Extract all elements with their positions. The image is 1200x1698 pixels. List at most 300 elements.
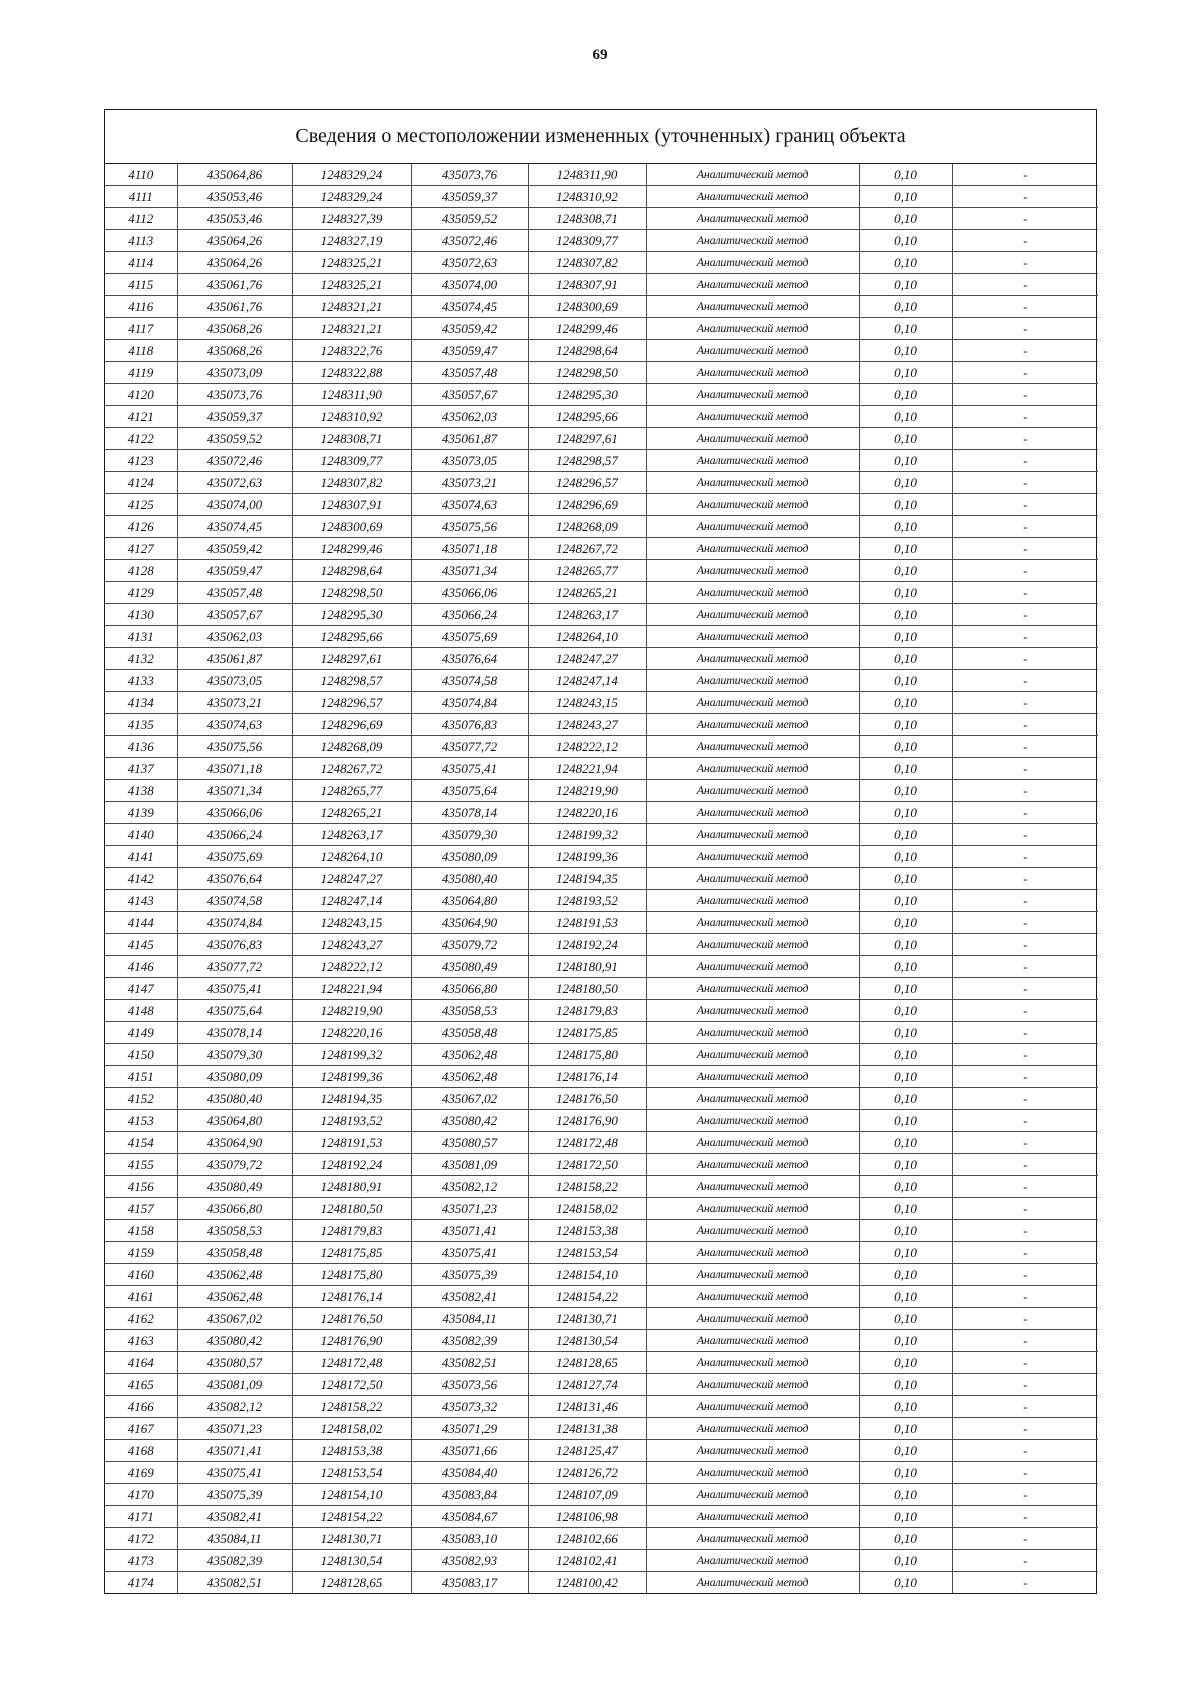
- x-old-cell: 435078,14: [177, 1022, 292, 1044]
- x-old-cell: 435066,06: [177, 802, 292, 824]
- y-new-cell: 1248191,53: [528, 912, 646, 934]
- table-row: [105, 340, 1098, 362]
- method-cell: Аналитический метод: [646, 1308, 859, 1330]
- y-old-cell: 1248243,15: [292, 912, 411, 934]
- y-new-cell: 1248131,38: [528, 1418, 646, 1440]
- x-old-cell: 435059,42: [177, 538, 292, 560]
- x-old-cell: 435081,09: [177, 1374, 292, 1396]
- note-cell: -: [952, 1550, 1098, 1572]
- x-old-cell: 435064,80: [177, 1110, 292, 1132]
- x-old-cell: 435080,49: [177, 1176, 292, 1198]
- point-number-cell: 4132: [105, 648, 177, 670]
- y-new-cell: 1248267,72: [528, 538, 646, 560]
- table-row: [105, 296, 1098, 318]
- point-number-cell: 4165: [105, 1374, 177, 1396]
- boundary-table: [104, 109, 1097, 1594]
- note-cell: -: [952, 1396, 1098, 1418]
- point-number-cell: 4139: [105, 802, 177, 824]
- accuracy-cell: 0,10: [859, 890, 952, 912]
- method-cell: Аналитический метод: [646, 208, 859, 230]
- x-old-cell: 435061,76: [177, 296, 292, 318]
- note-cell: -: [952, 934, 1098, 956]
- note-cell: -: [952, 1308, 1098, 1330]
- y-new-cell: 1248265,21: [528, 582, 646, 604]
- method-cell: Аналитический метод: [646, 1264, 859, 1286]
- x-new-cell: 435082,93: [411, 1550, 528, 1572]
- x-new-cell: 435083,84: [411, 1484, 528, 1506]
- table-row: [105, 604, 1098, 626]
- x-new-cell: 435059,37: [411, 186, 528, 208]
- accuracy-cell: 0,10: [859, 1462, 952, 1484]
- method-cell: Аналитический метод: [646, 428, 859, 450]
- method-cell: Аналитический метод: [646, 1000, 859, 1022]
- table-body: [105, 164, 1098, 1593]
- table-row: [105, 1462, 1098, 1484]
- x-new-cell: 435080,09: [411, 846, 528, 868]
- accuracy-cell: 0,10: [859, 1000, 952, 1022]
- point-number-cell: 4142: [105, 868, 177, 890]
- note-cell: -: [952, 780, 1098, 802]
- note-cell: -: [952, 1506, 1098, 1528]
- note-cell: -: [952, 1528, 1098, 1550]
- note-cell: -: [952, 890, 1098, 912]
- y-old-cell: 1248325,21: [292, 252, 411, 274]
- point-number-cell: 4168: [105, 1440, 177, 1462]
- method-cell: Аналитический метод: [646, 1506, 859, 1528]
- method-cell: Аналитический метод: [646, 1044, 859, 1066]
- y-old-cell: 1248267,72: [292, 758, 411, 780]
- x-new-cell: 435061,87: [411, 428, 528, 450]
- note-cell: -: [952, 736, 1098, 758]
- accuracy-cell: 0,10: [859, 1154, 952, 1176]
- y-old-cell: 1248191,53: [292, 1132, 411, 1154]
- table-row: [105, 978, 1098, 1000]
- method-cell: Аналитический метод: [646, 1176, 859, 1198]
- x-old-cell: 435075,41: [177, 1462, 292, 1484]
- point-number-cell: 4113: [105, 230, 177, 252]
- method-cell: Аналитический метод: [646, 934, 859, 956]
- accuracy-cell: 0,10: [859, 692, 952, 714]
- x-new-cell: 435082,39: [411, 1330, 528, 1352]
- note-cell: -: [952, 208, 1098, 230]
- accuracy-cell: 0,10: [859, 560, 952, 582]
- accuracy-cell: 0,10: [859, 1484, 952, 1506]
- method-cell: Аналитический метод: [646, 1396, 859, 1418]
- y-old-cell: 1248180,91: [292, 1176, 411, 1198]
- point-number-cell: 4167: [105, 1418, 177, 1440]
- accuracy-cell: 0,10: [859, 516, 952, 538]
- method-cell: Аналитический метод: [646, 692, 859, 714]
- x-old-cell: 435062,03: [177, 626, 292, 648]
- accuracy-cell: 0,10: [859, 362, 952, 384]
- y-old-cell: 1248311,90: [292, 384, 411, 406]
- accuracy-cell: 0,10: [859, 1550, 952, 1572]
- y-old-cell: 1248322,88: [292, 362, 411, 384]
- method-cell: Аналитический метод: [646, 1572, 859, 1594]
- y-old-cell: 1248175,85: [292, 1242, 411, 1264]
- y-new-cell: 1248175,85: [528, 1022, 646, 1044]
- method-cell: Аналитический метод: [646, 714, 859, 736]
- y-old-cell: 1248199,32: [292, 1044, 411, 1066]
- x-old-cell: 435082,12: [177, 1396, 292, 1418]
- table-row: [105, 472, 1098, 494]
- method-cell: Аналитический метод: [646, 1550, 859, 1572]
- table-row: [105, 1572, 1098, 1594]
- method-cell: Аналитический метод: [646, 626, 859, 648]
- note-cell: -: [952, 164, 1098, 186]
- accuracy-cell: 0,10: [859, 1330, 952, 1352]
- table-row: [105, 1308, 1098, 1330]
- x-new-cell: 435075,56: [411, 516, 528, 538]
- note-cell: -: [952, 1154, 1098, 1176]
- y-old-cell: 1248247,27: [292, 868, 411, 890]
- accuracy-cell: 0,10: [859, 1044, 952, 1066]
- x-old-cell: 435084,11: [177, 1528, 292, 1550]
- x-old-cell: 435074,58: [177, 890, 292, 912]
- y-new-cell: 1248222,12: [528, 736, 646, 758]
- x-old-cell: 435057,48: [177, 582, 292, 604]
- y-old-cell: 1248295,30: [292, 604, 411, 626]
- point-number-cell: 4166: [105, 1396, 177, 1418]
- note-cell: -: [952, 1374, 1098, 1396]
- y-new-cell: 1248176,14: [528, 1066, 646, 1088]
- x-old-cell: 435080,42: [177, 1330, 292, 1352]
- method-cell: Аналитический метод: [646, 1484, 859, 1506]
- note-cell: -: [952, 626, 1098, 648]
- point-number-cell: 4157: [105, 1198, 177, 1220]
- method-cell: Аналитический метод: [646, 648, 859, 670]
- x-old-cell: 435072,63: [177, 472, 292, 494]
- accuracy-cell: 0,10: [859, 340, 952, 362]
- accuracy-cell: 0,10: [859, 1572, 952, 1594]
- y-old-cell: 1248325,21: [292, 274, 411, 296]
- x-old-cell: 435062,48: [177, 1286, 292, 1308]
- point-number-cell: 4110: [105, 164, 177, 186]
- accuracy-cell: 0,10: [859, 846, 952, 868]
- y-new-cell: 1248221,94: [528, 758, 646, 780]
- y-new-cell: 1248199,32: [528, 824, 646, 846]
- x-old-cell: 435074,84: [177, 912, 292, 934]
- method-cell: Аналитический метод: [646, 1418, 859, 1440]
- table-row: [105, 186, 1098, 208]
- x-old-cell: 435074,00: [177, 494, 292, 516]
- y-new-cell: 1248192,24: [528, 934, 646, 956]
- y-new-cell: 1248309,77: [528, 230, 646, 252]
- accuracy-cell: 0,10: [859, 296, 952, 318]
- note-cell: -: [952, 560, 1098, 582]
- method-cell: Аналитический метод: [646, 186, 859, 208]
- point-number-cell: 4122: [105, 428, 177, 450]
- x-new-cell: 435083,17: [411, 1572, 528, 1594]
- method-cell: Аналитический метод: [646, 318, 859, 340]
- point-number-cell: 4118: [105, 340, 177, 362]
- y-new-cell: 1248298,57: [528, 450, 646, 472]
- table-row: [105, 208, 1098, 230]
- y-new-cell: 1248126,72: [528, 1462, 646, 1484]
- table-row: [105, 1044, 1098, 1066]
- x-new-cell: 435075,69: [411, 626, 528, 648]
- y-old-cell: 1248327,19: [292, 230, 411, 252]
- y-old-cell: 1248221,94: [292, 978, 411, 1000]
- y-new-cell: 1248131,46: [528, 1396, 646, 1418]
- y-new-cell: 1248107,09: [528, 1484, 646, 1506]
- accuracy-cell: 0,10: [859, 472, 952, 494]
- y-new-cell: 1248297,61: [528, 428, 646, 450]
- y-old-cell: 1248329,24: [292, 186, 411, 208]
- x-old-cell: 435059,52: [177, 428, 292, 450]
- note-cell: -: [1023, 1574, 1028, 1590]
- note-cell: -: [952, 1330, 1098, 1352]
- y-new-cell: 1248295,30: [528, 384, 646, 406]
- point-number-cell: 4117: [105, 318, 177, 340]
- method-cell: Аналитический метод: [646, 1066, 859, 1088]
- accuracy-cell: 0,10: [859, 670, 952, 692]
- y-new-cell: 1248296,57: [528, 472, 646, 494]
- x-new-cell: 435067,02: [411, 1088, 528, 1110]
- y-new-cell: 1248295,66: [528, 406, 646, 428]
- accuracy-cell: 0,10: [859, 1022, 952, 1044]
- point-number-cell: 4120: [105, 384, 177, 406]
- method-cell: Аналитический метод: [646, 516, 859, 538]
- point-number-cell: 4143: [105, 890, 177, 912]
- y-old-cell: 1248153,54: [292, 1462, 411, 1484]
- table-row: [105, 1066, 1098, 1088]
- point-number-cell: 4146: [105, 956, 177, 978]
- y-new-cell: 1248298,50: [528, 362, 646, 384]
- y-new-cell: 1248263,17: [528, 604, 646, 626]
- y-new-cell: 1248158,02: [528, 1198, 646, 1220]
- x-old-cell: 435071,23: [177, 1418, 292, 1440]
- method-cell: Аналитический метод: [646, 670, 859, 692]
- method-cell: Аналитический метод: [646, 1462, 859, 1484]
- y-new-cell: 1248100,42: [528, 1572, 646, 1594]
- x-old-cell: 435076,83: [177, 934, 292, 956]
- y-new-cell: 1248130,54: [528, 1330, 646, 1352]
- y-old-cell: 1248199,36: [292, 1066, 411, 1088]
- x-old-cell: 435075,64: [177, 1000, 292, 1022]
- y-new-cell: 1248153,38: [528, 1220, 646, 1242]
- method-cell: Аналитический метод: [646, 164, 859, 186]
- x-old-cell: 435053,46: [177, 208, 292, 230]
- accuracy-cell: 0,10: [859, 318, 952, 340]
- x-old-cell: 435058,48: [177, 1242, 292, 1264]
- y-old-cell: 1248268,09: [292, 736, 411, 758]
- y-old-cell: 1248176,50: [292, 1308, 411, 1330]
- method-cell: Аналитический метод: [646, 846, 859, 868]
- accuracy-cell: 0,10: [859, 1264, 952, 1286]
- table-row: [105, 714, 1098, 736]
- y-old-cell: 1248130,54: [292, 1550, 411, 1572]
- method-cell: Аналитический метод: [646, 1440, 859, 1462]
- y-old-cell: 1248299,46: [292, 538, 411, 560]
- note-cell: -: [952, 186, 1098, 208]
- method-cell: Аналитический метод: [646, 868, 859, 890]
- x-new-cell: 435062,48: [411, 1044, 528, 1066]
- y-new-cell: 1248180,50: [528, 978, 646, 1000]
- table-row: [105, 802, 1098, 824]
- x-old-cell: 435075,39: [177, 1484, 292, 1506]
- method-cell: Аналитический метод: [646, 1198, 859, 1220]
- accuracy-cell: 0,10: [859, 186, 952, 208]
- x-new-cell: 435057,67: [411, 384, 528, 406]
- x-old-cell: 435059,37: [177, 406, 292, 428]
- y-old-cell: 1248172,50: [292, 1374, 411, 1396]
- note-cell: -: [952, 1088, 1098, 1110]
- x-new-cell: 435082,12: [411, 1176, 528, 1198]
- method-cell: Аналитический метод: [646, 824, 859, 846]
- x-old-cell: 435073,76: [177, 384, 292, 406]
- note-cell: -: [952, 582, 1098, 604]
- point-number-cell: 4145: [105, 934, 177, 956]
- x-old-cell: 435082,39: [177, 1550, 292, 1572]
- x-old-cell: 435075,56: [177, 736, 292, 758]
- x-old-cell: 435080,40: [177, 1088, 292, 1110]
- table-row: [105, 626, 1098, 648]
- method-cell: Аналитический метод: [646, 582, 859, 604]
- note-cell: -: [952, 758, 1098, 780]
- x-new-cell: 435078,14: [411, 802, 528, 824]
- y-old-cell: 1248179,83: [292, 1220, 411, 1242]
- point-number-cell: 4162: [105, 1308, 177, 1330]
- method-cell: Аналитический метод: [646, 406, 859, 428]
- table-row: [105, 1484, 1098, 1506]
- note-cell: -: [952, 1242, 1098, 1264]
- x-new-cell: 435082,51: [411, 1352, 528, 1374]
- table-row: [105, 692, 1098, 714]
- x-new-cell: 435071,29: [411, 1418, 528, 1440]
- x-new-cell: 435076,64: [411, 648, 528, 670]
- y-old-cell: 1248194,35: [292, 1088, 411, 1110]
- note-cell: -: [952, 1440, 1098, 1462]
- x-new-cell: 435074,00: [411, 274, 528, 296]
- x-new-cell: 435074,58: [411, 670, 528, 692]
- point-number-cell: 4140: [105, 824, 177, 846]
- y-new-cell: 1248264,10: [528, 626, 646, 648]
- note-cell: -: [952, 230, 1098, 252]
- y-new-cell: 1248176,90: [528, 1110, 646, 1132]
- x-new-cell: 435076,83: [411, 714, 528, 736]
- y-new-cell: 1248127,74: [528, 1374, 646, 1396]
- method-cell: Аналитический метод: [646, 384, 859, 406]
- y-new-cell: 1248172,48: [528, 1132, 646, 1154]
- table-row: [105, 824, 1098, 846]
- x-new-cell: 435071,18: [411, 538, 528, 560]
- x-new-cell: 435062,48: [411, 1066, 528, 1088]
- point-number-cell: 4154: [105, 1132, 177, 1154]
- y-old-cell: 1248264,10: [292, 846, 411, 868]
- y-old-cell: 1248296,69: [292, 714, 411, 736]
- y-new-cell: 1248307,91: [528, 274, 646, 296]
- table-row: [105, 406, 1098, 428]
- x-new-cell: 435084,40: [411, 1462, 528, 1484]
- table-row: [105, 560, 1098, 582]
- accuracy-cell: 0,10: [859, 604, 952, 626]
- y-old-cell: 1248295,66: [292, 626, 411, 648]
- y-new-cell: 1248154,10: [528, 1264, 646, 1286]
- y-new-cell: 1248199,36: [528, 846, 646, 868]
- point-number-cell: 4138: [105, 780, 177, 802]
- y-old-cell: 1248154,10: [292, 1484, 411, 1506]
- x-new-cell: 435057,48: [411, 362, 528, 384]
- point-number-cell: 4124: [105, 472, 177, 494]
- note-cell: -: [952, 604, 1098, 626]
- x-old-cell: 435074,63: [177, 714, 292, 736]
- y-new-cell: 1248158,22: [528, 1176, 646, 1198]
- x-new-cell: 435083,10: [411, 1528, 528, 1550]
- point-number-cell: 4134: [105, 692, 177, 714]
- x-old-cell: 435057,67: [177, 604, 292, 626]
- accuracy-cell: 0,10: [859, 824, 952, 846]
- y-old-cell: 1248128,65: [292, 1572, 411, 1594]
- point-number-cell: 4114: [105, 252, 177, 274]
- table-row: [105, 1088, 1098, 1110]
- x-new-cell: 435077,72: [411, 736, 528, 758]
- table-row: [105, 868, 1098, 890]
- y-old-cell: 1248172,48: [292, 1352, 411, 1374]
- point-number-cell: 4163: [105, 1330, 177, 1352]
- y-new-cell: 1248299,46: [528, 318, 646, 340]
- x-old-cell: 435064,90: [177, 1132, 292, 1154]
- y-old-cell: 1248300,69: [292, 516, 411, 538]
- accuracy-cell: 0,10: [859, 1066, 952, 1088]
- x-new-cell: 435059,52: [411, 208, 528, 230]
- table-row: [105, 780, 1098, 802]
- y-new-cell: 1248130,71: [528, 1308, 646, 1330]
- table-row: [105, 1022, 1098, 1044]
- table-row: [105, 1176, 1098, 1198]
- accuracy-cell: 0,10: [859, 164, 952, 186]
- table-row: [105, 846, 1098, 868]
- accuracy-cell: 0,10: [859, 1418, 952, 1440]
- table-row: [105, 1506, 1098, 1528]
- accuracy-cell: 0,10: [859, 714, 952, 736]
- y-new-cell: 1248102,41: [528, 1550, 646, 1572]
- accuracy-cell: 0,10: [859, 450, 952, 472]
- accuracy-cell: 0,10: [859, 1352, 952, 1374]
- x-old-cell: 435072,46: [177, 450, 292, 472]
- table-row: [105, 428, 1098, 450]
- table-row: [105, 516, 1098, 538]
- point-number-cell: 4137: [105, 758, 177, 780]
- x-new-cell: 435066,80: [411, 978, 528, 1000]
- point-number-cell: 4116: [105, 296, 177, 318]
- x-old-cell: 435080,09: [177, 1066, 292, 1088]
- y-new-cell: 1248153,54: [528, 1242, 646, 1264]
- y-new-cell: 1248296,69: [528, 494, 646, 516]
- point-number-cell: 4151: [105, 1066, 177, 1088]
- point-number-cell: 4125: [105, 494, 177, 516]
- y-old-cell: 1248298,64: [292, 560, 411, 582]
- method-cell: Аналитический метод: [646, 340, 859, 362]
- note-cell: -: [952, 1066, 1098, 1088]
- method-cell: Аналитический метод: [646, 230, 859, 252]
- x-new-cell: 435080,42: [411, 1110, 528, 1132]
- point-number-cell: 4156: [105, 1176, 177, 1198]
- point-number-cell: 4155: [105, 1154, 177, 1176]
- note-cell: -: [952, 868, 1098, 890]
- x-old-cell: 435061,87: [177, 648, 292, 670]
- note-cell: -: [952, 1286, 1098, 1308]
- x-new-cell: 435058,53: [411, 1000, 528, 1022]
- accuracy-cell: 0,10: [859, 1132, 952, 1154]
- accuracy-cell: 0,10: [859, 1506, 952, 1528]
- method-cell: Аналитический метод: [646, 1528, 859, 1550]
- y-old-cell: 1248297,61: [292, 648, 411, 670]
- x-old-cell: 435059,47: [177, 560, 292, 582]
- table-row: [105, 1440, 1098, 1462]
- accuracy-cell: 0,10: [859, 1110, 952, 1132]
- point-number-cell: 4148: [105, 1000, 177, 1022]
